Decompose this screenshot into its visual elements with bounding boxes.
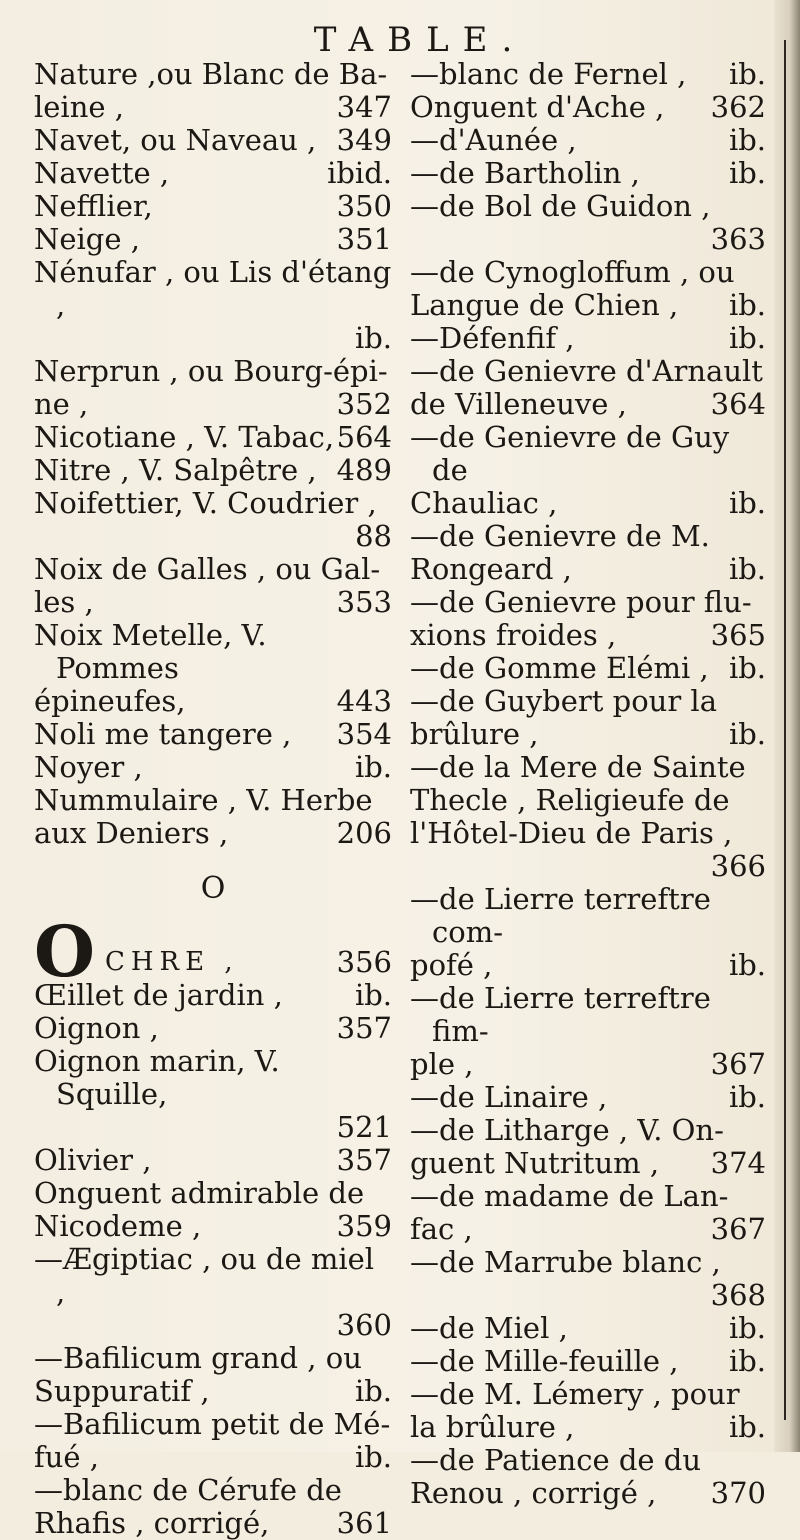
- index-entry: [34, 388, 392, 421]
- entry-text: Noyer ,: [34, 750, 143, 784]
- entry-text: Nature ,ou Blanc de Ba-: [34, 57, 388, 91]
- dropcap-page-number: 356: [336, 945, 392, 979]
- entry-text: l'Hôtel-Dieu de Paris ,: [410, 816, 733, 850]
- index-entry: [410, 1279, 766, 1312]
- index-entry: [34, 751, 392, 784]
- page-number: ib.: [728, 486, 766, 520]
- entry-text: —de Patience de du: [410, 1443, 702, 1477]
- page-number: 359: [336, 1209, 392, 1243]
- entry-text: —de Genievre de Guy de: [410, 420, 730, 487]
- entry-text: Oignon ,: [34, 1011, 159, 1045]
- index-entry: [410, 124, 766, 157]
- dropcap-word: CHRE ,: [104, 947, 239, 977]
- entry-text: Nummulaire , V. Herbe: [34, 783, 373, 817]
- entry-text: Renou , corrigé ,: [410, 1476, 657, 1510]
- page-number: ib.: [728, 948, 766, 982]
- entry-text: —de la Mere de Sainte: [410, 750, 746, 784]
- entry-text: xions froides ,: [410, 618, 617, 652]
- page-number: ibid.: [327, 156, 392, 190]
- entry-text: [34, 1308, 43, 1342]
- entry-text: Noix de Galles , ou Gal-: [34, 552, 381, 586]
- index-entry: [410, 355, 766, 388]
- entry-text: —Défenfif ,: [410, 321, 575, 355]
- index-entry: [34, 1441, 392, 1474]
- entry-text: —blanc de Cérufe de: [34, 1473, 342, 1507]
- entry-text: —de Lierre terreftre fim-: [410, 981, 711, 1048]
- entry-text: [34, 519, 43, 553]
- page-number: ib.: [728, 1080, 766, 1114]
- page-number: 351: [336, 222, 392, 256]
- entry-text: Nénufar , ou Lis d'étang ,: [34, 255, 392, 322]
- index-entry: [410, 949, 766, 982]
- page-number: ib.: [728, 1311, 766, 1345]
- page-number: 521: [336, 1110, 392, 1144]
- page-header: TABLE.: [313, 20, 527, 60]
- index-entry: [410, 652, 766, 685]
- index-entry: [34, 520, 392, 553]
- page-number: ib.: [728, 156, 766, 190]
- entry-text: —de Bartholin ,: [410, 156, 640, 190]
- index-entry: [34, 223, 392, 256]
- entry-text: Œillet de jardin ,: [34, 978, 283, 1012]
- page-number: 370: [710, 1476, 766, 1510]
- index-entry: [410, 784, 766, 817]
- index-entry: [34, 322, 392, 355]
- entry-text: —d'Aunée ,: [410, 123, 577, 157]
- index-entry: [34, 1144, 392, 1177]
- index-entry: [410, 1411, 766, 1444]
- right-column: [410, 58, 766, 1510]
- entry-text: —de Lierre terreftre com-: [410, 882, 711, 949]
- entry-text: Olivier ,: [34, 1143, 152, 1177]
- entry-text: Neige ,: [34, 222, 140, 256]
- page-number: 357: [336, 1143, 392, 1177]
- page-number: ib.: [728, 1410, 766, 1444]
- page-number: ib.: [354, 750, 392, 784]
- dropcap-entry: [34, 910, 392, 993]
- entry-text: Onguent d'Ache ,: [410, 90, 665, 124]
- index-entry: [34, 1408, 392, 1441]
- page-number: ib.: [728, 552, 766, 586]
- index-entry: [410, 157, 766, 190]
- index-entry: [410, 1345, 766, 1378]
- index-entry: [34, 1177, 392, 1210]
- index-entry: [410, 751, 766, 784]
- page-number: 347: [336, 90, 392, 124]
- index-entry: [410, 520, 766, 553]
- index-entry: [410, 256, 766, 289]
- page-number: ib.: [728, 651, 766, 685]
- page-number: ib.: [728, 321, 766, 355]
- page-number: ib.: [354, 321, 392, 355]
- index-entry: [410, 1180, 766, 1213]
- entry-text: —Bafilicum petit de Mé-: [34, 1407, 391, 1441]
- index-entry: [34, 619, 392, 685]
- index-entry: [34, 1111, 392, 1144]
- entry-text: de Villeneuve ,: [410, 387, 627, 421]
- index-entry: [410, 718, 766, 751]
- page-number: 443: [336, 684, 392, 718]
- page-number: 564: [336, 420, 392, 454]
- entry-text: —de Bol de Guidon ,: [410, 189, 711, 223]
- left-column: [34, 58, 392, 1540]
- index-entry: [34, 1507, 392, 1540]
- entry-text: fac ,: [410, 1212, 473, 1246]
- page-number: ib.: [728, 1344, 766, 1378]
- left-top-entries: [34, 58, 392, 850]
- entry-text: —de Marrube blanc ,: [410, 1245, 721, 1279]
- index-entry: [34, 1309, 392, 1342]
- index-entry: [410, 58, 766, 91]
- index-entry: [34, 718, 392, 751]
- index-entry: [34, 91, 392, 124]
- page-number: 362: [710, 90, 766, 124]
- index-entry: [410, 1246, 766, 1279]
- page-number: 364: [710, 387, 766, 421]
- section-letter: O: [200, 871, 226, 906]
- entry-text: [410, 1278, 419, 1312]
- entry-text: [34, 321, 43, 355]
- page-number: 374: [710, 1146, 766, 1180]
- page-number: 368: [710, 1278, 766, 1312]
- entry-text: Nitre , V. Salpêtre ,: [34, 453, 317, 487]
- entry-text: Noifettier, V. Coudrier ,: [34, 486, 377, 520]
- index-entry: [34, 1375, 392, 1408]
- entry-text: la brûlure ,: [410, 1410, 575, 1444]
- page-number: ib.: [728, 717, 766, 751]
- index-entry: [410, 388, 766, 421]
- page-number: 367: [710, 1212, 766, 1246]
- page-number: 206: [336, 816, 392, 850]
- index-entry: [410, 322, 766, 355]
- index-entry: [410, 619, 766, 652]
- entry-text: [410, 849, 419, 883]
- index-entry: [410, 1048, 766, 1081]
- entry-text: —de madame de Lan-: [410, 1179, 729, 1213]
- entry-text: —de Litharge , V. On-: [410, 1113, 724, 1147]
- index-entry: [410, 850, 766, 883]
- entry-text: Oignon marin, V. Squille,: [34, 1044, 280, 1111]
- entry-text: Langue de Chien ,: [410, 288, 679, 322]
- index-entry: [410, 223, 766, 256]
- index-entry: [34, 553, 392, 586]
- index-entry: [410, 1213, 766, 1246]
- page-number: 349: [336, 123, 392, 157]
- left-bottom-entries: [34, 979, 392, 1540]
- page-number: ib.: [354, 978, 392, 1012]
- entry-text: épineufes,: [34, 684, 186, 718]
- index-entry: [34, 979, 392, 1012]
- index-entry: [34, 487, 392, 520]
- index-entry: [34, 1012, 392, 1045]
- index-entry: [410, 1114, 766, 1147]
- right-entries: [410, 58, 766, 1510]
- index-entry: [34, 124, 392, 157]
- page-number: 365: [710, 618, 766, 652]
- page-number: ib.: [728, 288, 766, 322]
- entry-text: Rongeard ,: [410, 552, 572, 586]
- entry-text: —Bafilicum grand , ou: [34, 1341, 362, 1375]
- entry-text: —de Genievre pour flu-: [410, 585, 752, 619]
- entry-text: Chauliac ,: [410, 486, 558, 520]
- index-entry: [34, 817, 392, 850]
- index-entry: [34, 1474, 392, 1507]
- index-entry: [410, 883, 766, 949]
- page-edge: [774, 0, 800, 1452]
- page-number: 363: [710, 222, 766, 256]
- index-entry: [34, 685, 392, 718]
- page-number: 367: [710, 1047, 766, 1081]
- page-number: 354: [336, 717, 392, 751]
- index-entry: [410, 1477, 766, 1510]
- entry-text: Nicodeme ,: [34, 1209, 202, 1243]
- index-entry: [410, 553, 766, 586]
- page-number: 489: [336, 453, 392, 487]
- entry-text: Suppuratif ,: [34, 1374, 210, 1408]
- entry-text: Onguent admirable de: [34, 1176, 365, 1210]
- entry-text: Nicotiane , V. Tabac,: [34, 420, 335, 454]
- index-entry: [34, 586, 392, 619]
- entry-text: —de Gomme Elémi ,: [410, 651, 709, 685]
- entry-text: Rhafis , corrigé,: [34, 1506, 270, 1540]
- index-entry: [410, 1081, 766, 1114]
- entry-text: [410, 222, 419, 256]
- index-entry: [34, 1210, 392, 1243]
- index-entry: [410, 1147, 766, 1180]
- entry-text: leine ,: [34, 90, 124, 124]
- index-entry: [410, 1378, 766, 1411]
- index-entry: [410, 1444, 766, 1477]
- page-number: 366: [710, 849, 766, 883]
- entry-text: Nerprun , ou Bourg-épi-: [34, 354, 388, 388]
- index-entry: [410, 289, 766, 322]
- entry-text: ple ,: [410, 1047, 474, 1081]
- index-entry: [410, 1312, 766, 1345]
- index-entry: [34, 454, 392, 487]
- entry-text: ne ,: [34, 387, 89, 421]
- index-entry: [410, 586, 766, 619]
- index-entry: [34, 1342, 392, 1375]
- page-number: 357: [336, 1011, 392, 1045]
- entry-text: [34, 1110, 43, 1144]
- page-number: 361: [336, 1506, 392, 1540]
- entry-text: aux Deniers ,: [34, 816, 229, 850]
- page-number: 352: [336, 387, 392, 421]
- entry-text: —de Linaire ,: [410, 1080, 608, 1114]
- entry-text: —blanc de Fernel ,: [410, 57, 687, 91]
- page-number: ib.: [728, 57, 766, 91]
- index-entry: [410, 91, 766, 124]
- page-number: 350: [336, 189, 392, 223]
- entry-text: Nefflier,: [34, 189, 153, 223]
- entry-text: Navet, ou Naveau ,: [34, 123, 317, 157]
- index-entry: [34, 157, 392, 190]
- entry-text: —de Cynogloffum , ou: [410, 255, 735, 289]
- entry-text: —de Mille-feuille ,: [410, 1344, 679, 1378]
- entry-text: Noli me tangere ,: [34, 717, 292, 751]
- index-entry: [34, 1243, 392, 1309]
- page-edge-line: [784, 40, 786, 1420]
- index-entry: [410, 421, 766, 487]
- index-entry: [34, 421, 392, 454]
- entry-text: Noix Metelle, V. Pommes: [34, 618, 267, 685]
- entry-text: —de Miel ,: [410, 1311, 568, 1345]
- index-entry: [34, 58, 392, 91]
- entry-text: —de M. Lémery , pour: [410, 1377, 740, 1411]
- index-entry: [34, 1045, 392, 1111]
- entry-text: Navette ,: [34, 156, 170, 190]
- dropcap-letter: O: [34, 910, 95, 993]
- index-entry: [410, 487, 766, 520]
- page-number: ib.: [354, 1440, 392, 1474]
- entry-text: —de Guybert pour la: [410, 684, 717, 718]
- index-entry: [34, 355, 392, 388]
- index-entry: [34, 190, 392, 223]
- index-entry: [34, 256, 392, 322]
- page-number: ib.: [728, 123, 766, 157]
- entry-text: guent Nutritum ,: [410, 1146, 660, 1180]
- index-entry: [410, 685, 766, 718]
- entry-text: —de Genievre de M.: [410, 519, 710, 553]
- entry-text: pofé ,: [410, 948, 493, 982]
- entry-text: brûlure ,: [410, 717, 539, 751]
- index-entry: [410, 817, 766, 850]
- entry-text: fué ,: [34, 1440, 100, 1474]
- index-entry: [410, 982, 766, 1048]
- page-number: ib.: [354, 1374, 392, 1408]
- entry-text: —Ægiptiac , ou de miel ,: [34, 1242, 375, 1309]
- page-number: 360: [336, 1308, 392, 1342]
- page-number: 353: [336, 585, 392, 619]
- page-number: 88: [355, 519, 392, 553]
- index-entry: [410, 190, 766, 223]
- entry-text: —de Genievre d'Arnault: [410, 354, 763, 388]
- entry-text: les ,: [34, 585, 94, 619]
- index-entry: [34, 784, 392, 817]
- entry-text: Thecle , Religieufe de: [410, 783, 730, 817]
